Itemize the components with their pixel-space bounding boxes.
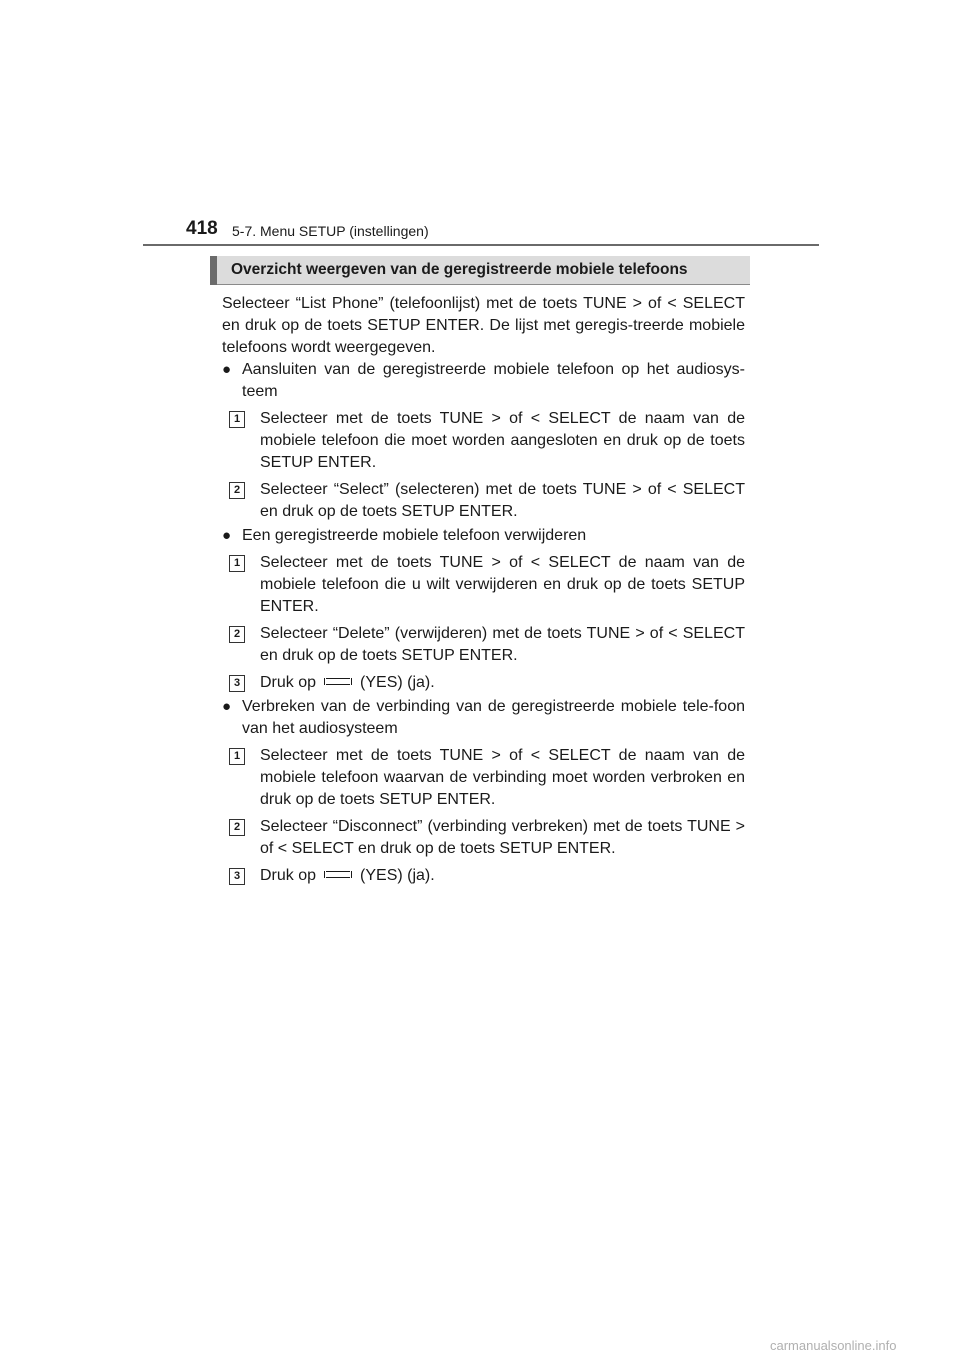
step-number-icon: 2 [229,626,245,643]
bullet-text: Een geregistreerde mobiele telefoon verwijderen [242,527,587,544]
phone-key-icon [324,869,352,881]
header-rule [143,244,819,246]
chapter-title: 5-7. Menu SETUP (instellingen) [232,223,429,239]
step-text: Selecteer “Delete” (verwijderen) met de toets TUNE > of < SELECT en druk op de toets SETUP ENTER. [260,625,745,664]
step-list [229,745,745,887]
step-number-icon: 2 [229,482,245,499]
step-item [229,552,745,618]
step-item [229,865,745,887]
page-body [222,293,745,887]
page-header [186,218,826,246]
bullet-dot-icon: ● [222,361,232,378]
step-text-pre: Druk op [260,674,317,691]
page-number: 418 [186,218,218,239]
step-text [260,672,745,694]
phone-key-icon [324,676,352,688]
step-item [229,623,745,667]
step-text-post: (YES) (ja). [360,867,435,884]
intro-paragraph: Selecteer “List Phone” (telefoonlijst) met de toets TUNE > of < SELECT en druk op de toets SETUP ENTER. De lijst met geregis-treerde mobiele telefoons wordt weergegeven. [222,295,745,356]
section-heading-bar [210,256,750,285]
step-item [229,745,745,811]
step-text: Selecteer “Disconnect” (verbinding verbreken) met de toets TUNE > of < SELECT en druk op de toets SETUP ENTER. [260,818,745,857]
step-number-icon: 1 [229,555,245,572]
step-number-icon: 3 [229,675,245,692]
step-number-icon: 1 [229,748,245,765]
bullet-text: Aansluiten van de geregistreerde mobiele telefoon op het audiosys-teem [242,361,745,400]
bullet-text: Verbreken van de verbinding van de geregistreerde mobiele tele-foon van het audiosysteem [242,698,745,737]
step-list [229,552,745,694]
section-title: Overzicht weergeven van de geregistreerde mobiele telefoons [231,261,688,278]
step-text [260,865,745,887]
step-text-pre: Druk op [260,867,317,884]
step-text: Selecteer met de toets TUNE > of < SELECT de naam van de mobiele telefoon waarvan de verbinding moet worden verbroken en druk op de toets SETUP ENTER. [260,747,745,808]
step-text: Selecteer met de toets TUNE > of < SELECT de naam van de mobiele telefoon die moet worden aangesloten en druk op de toets SETUP ENTER. [260,410,745,471]
step-text: Selecteer met de toets TUNE > of < SELECT de naam van de mobiele telefoon die u wilt verwijderen en druk op de toets SETUP ENTER. [260,554,745,615]
step-text-post: (YES) (ja). [360,674,435,691]
watermark: carmanualsonline.info [770,1338,897,1353]
step-item [229,479,745,523]
bullet-item [222,696,745,740]
step-text: Selecteer “Select” (selecteren) met de toets TUNE > of < SELECT en druk op de toets SETUP ENTER. [260,481,745,520]
bullet-item [222,359,745,403]
bullet-dot-icon: ● [222,698,232,715]
step-item [229,816,745,860]
step-item [229,408,745,474]
step-number-icon: 1 [229,411,245,428]
bullet-item [222,525,745,547]
step-item [229,672,745,694]
step-number-icon: 3 [229,868,245,885]
step-list [229,408,745,523]
step-number-icon: 2 [229,819,245,836]
bullet-dot-icon: ● [222,527,232,544]
